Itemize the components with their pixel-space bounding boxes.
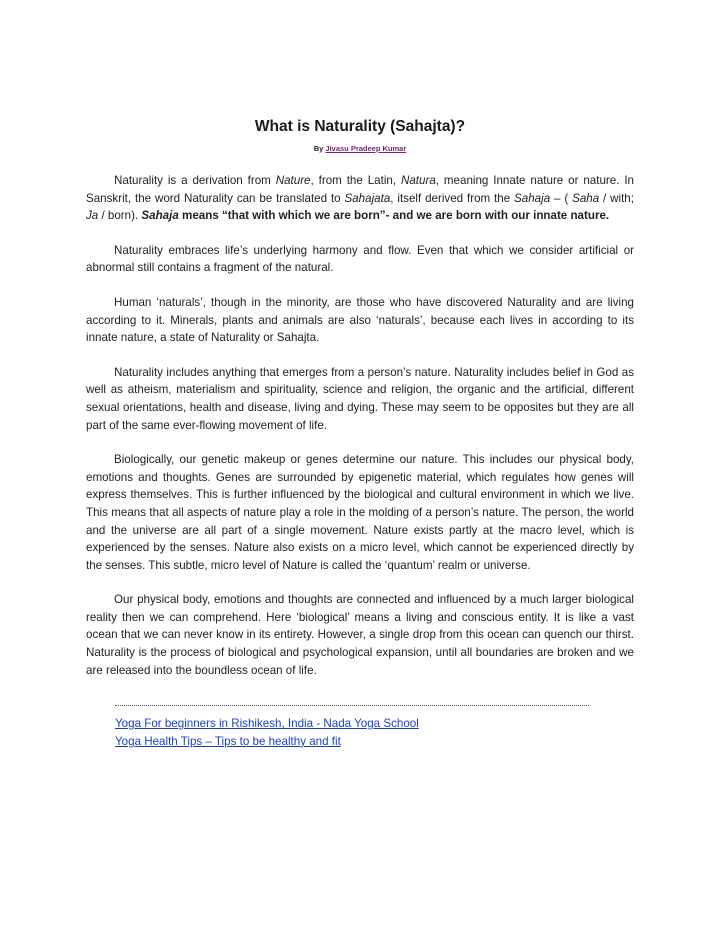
p1-italic-nature: Nature — [275, 174, 311, 187]
p1-bold-text: means “that with which we are born”- and we are born with our innate nature. — [178, 209, 610, 223]
byline-prefix: By — [313, 144, 326, 153]
p1-italic-ja: Ja — [86, 209, 99, 223]
paragraph-5: Biologically, our genetic makeup or genes determine our nature. This includes our physical body, emotions and thoughts. Genes are surrounded by epigenetic material, which regulates how genes will express themselves. This is further influenced by the biological and cultural environment in which we live. This means that all aspects of nature play a role in the molding of a person’s nature. The person, the world and the universe are all part of a single movement. Nature exists partly at the macro level, which is experienced by the senses. Nature also exists on a micro level, which cannot be experienced directly by the senses. This subtle, micro level of Nature is called the ‘quantum’ realm or universe. — [86, 453, 634, 572]
p1-italic-sahajata: Sahajata — [344, 191, 391, 205]
p1-italic-saha: Saha — [572, 191, 600, 205]
p1-text: Naturality is a derivation from — [114, 174, 276, 187]
p1-text: , itself derived from the — [390, 191, 515, 205]
author-link[interactable]: Jivasu Pradeep Kumar — [325, 144, 407, 153]
p1-italic-sahaja: Sahaja — [514, 191, 551, 205]
separator-line — [115, 705, 589, 706]
p1-text: , meaning Innate nature or nature. In Sanskrit, the word Naturality can be translated to — [86, 174, 634, 205]
paragraph-6: Our physical body, emotions and thoughts are connected and influenced by a much larger biological reality then we can comprehend. Here ‘biological’ means a living and conscious entity. It is like a vast ocean that we can never know in its entirety. However, a single drop from this ocean can quench our thirst. Naturality is the process of biological and psychological expansion, until all boundaries are broken and we are released into the boundless ocean of life. — [86, 593, 634, 677]
paragraph-1 — [86, 172, 634, 225]
p1-bold-italic-sahaja: Sahaja — [141, 209, 179, 223]
p1-italic-natura: Natura — [400, 174, 436, 187]
paragraph-4: Naturality includes anything that emerges from a person’s nature. Naturality includes belief in God as well as atheism, materialism and spirituality, science and religion, the organic and the artificial, different sexual orientations, health and disease, living and dying. These may seem to be opposites but they are all part of the same ever-flowing movement of life. — [86, 365, 634, 432]
link-yoga-health-tips[interactable]: Yoga Health Tips – Tips to be healthy and fit — [115, 734, 341, 748]
paragraph-3: Human ‘naturals’, though in the minority, are those who have discovered Naturality and are living according to it. Minerals, plants and animals are also ‘naturals’, because each lives in according to its innate nature, a state of Naturality or Sahajta. — [86, 295, 634, 345]
link-nada-yoga-school[interactable]: Yoga For beginners in Rishikesh, India - Nada Yoga School — [115, 717, 419, 731]
paragraph-2: Naturality embraces life’s underlying harmony and flow. Even that which we consider artificial or abnormal still contains a fragment of the natural. — [86, 243, 634, 275]
p1-text: , from the Latin, — [310, 174, 401, 187]
p1-text: / born). — [98, 209, 142, 223]
document-title: What is Naturality (Sahajta)? — [254, 118, 466, 135]
p1-text: – ( — [550, 191, 573, 205]
related-links — [115, 715, 634, 750]
byline — [86, 144, 634, 153]
p1-text: / with; — [599, 191, 634, 205]
